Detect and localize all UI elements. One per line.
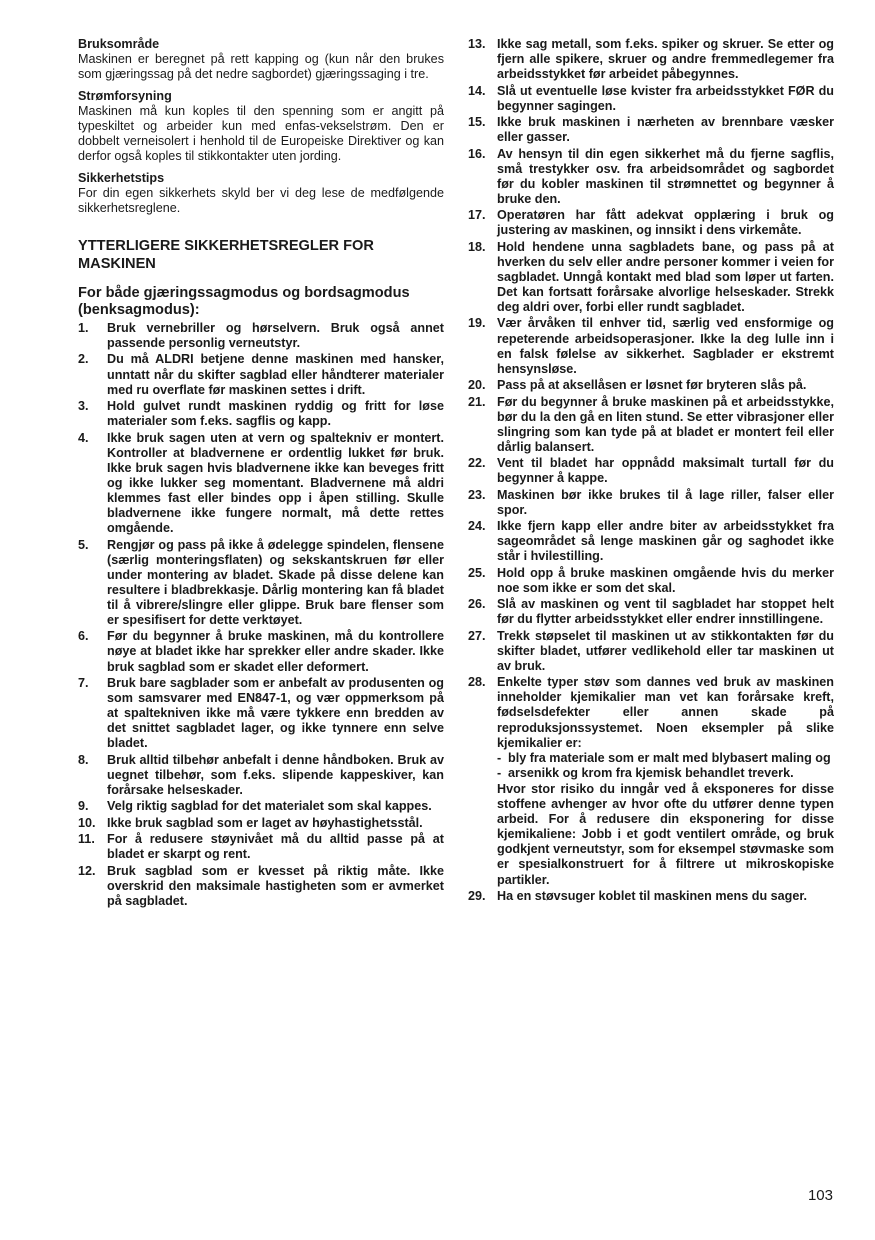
section-stromforsyning	[78, 89, 444, 164]
list-item	[468, 316, 834, 376]
rule-text-block	[497, 115, 834, 145]
rule-number: 10.	[78, 815, 96, 830]
rule-text-block	[497, 378, 834, 393]
list-item	[78, 399, 444, 429]
rule-number: 2.	[78, 352, 89, 367]
rule-text-block	[497, 208, 834, 238]
rule-number: 23.	[468, 487, 486, 502]
left-column	[78, 37, 444, 910]
sub-item	[497, 751, 834, 766]
section-body: Maskinen er beregnet på rett kapping og (kun når den brukes som gjæringssag på det nedre sagbordet) gjæringssaging i tre.	[78, 52, 444, 81]
list-item	[468, 488, 834, 518]
rule-text: Ha en støvsuger koblet til maskinen mens du sager.	[497, 888, 808, 903]
rule-number: 19.	[468, 316, 486, 331]
section-body: Maskinen må kun koples til den spenning som er angitt på typeskiltet og arbeider kun med enfas-vekselstrøm. Den er dobbelt verneisolert i henhold til de Europeiske Direktiver og kan derfor også koples til stikkontakter uten jording.	[78, 104, 444, 163]
list-item	[468, 378, 834, 393]
rule-text: Ikke bruk sagblad som er laget av høyhastighetsstål.	[107, 815, 423, 830]
list-item	[78, 431, 444, 537]
list-item	[468, 147, 834, 207]
rule-text-block	[497, 629, 834, 674]
rule-text-block	[497, 240, 834, 315]
page-number: 103	[807, 1187, 833, 1204]
section-sikkerhetstips	[78, 171, 444, 216]
rules-list-right	[468, 37, 834, 904]
rule-text: Bruk bare sagblader som er anbefalt av produsenten og som samsvarer med EN847-1, og vær oppmerksom på at spaltekniven ikke må være tykkere enn bredden av det snittet sagbladet lager, og ikke tynnere enn selve bladet.	[107, 675, 444, 751]
rule-number: 7.	[78, 675, 89, 690]
sub-text: bly fra materiale som er malt med blybasert maling og	[508, 750, 831, 765]
sub-dash: -	[497, 765, 502, 780]
list-item	[468, 566, 834, 596]
section-title: Strømforsyning	[78, 89, 172, 103]
rule-text: Slå av maskinen og vent til sagbladet har stoppet helt før du flytter arbeidsstykket eller endrer innstillingene.	[497, 597, 834, 627]
rule-number: 29.	[468, 888, 486, 903]
section-body: For din egen sikkerhets skyld ber vi deg lese de medfølgende sikkerhetsreglene.	[78, 186, 444, 215]
list-item	[468, 629, 834, 674]
rule-number: 15.	[468, 115, 486, 130]
list-item	[78, 753, 444, 798]
list-item	[468, 37, 834, 82]
rule-text: Før du begynner å bruke maskinen på et arbeidsstykke, bør du la den gå en liten stund. Se etter vibrasjoner eller slingring som kan tyde på at bladet er montert feil eller dårlig balansert.	[497, 394, 834, 454]
section-bruksomrade	[78, 37, 444, 82]
rule-text-block	[107, 399, 444, 429]
rule-text-block	[497, 519, 834, 564]
rule-text-block	[107, 864, 444, 909]
rule-number: 3.	[78, 399, 89, 414]
rule-text-block	[497, 889, 834, 904]
rule-number: 21.	[468, 394, 486, 409]
list-item	[468, 208, 834, 238]
rule-text: Pass på at aksellåsen er løsnet før bryteren slås på.	[497, 378, 807, 393]
rule-text: Ikke fjern kapp eller andre biter av arbeidsstykket fra sageområdet så lenge maskinen går og saghodet ikke står i hvilestilling.	[497, 519, 834, 564]
rule-number: 11.	[78, 832, 95, 847]
list-item	[468, 115, 834, 145]
rule-text-block	[107, 431, 444, 537]
rule-text: Bruk alltid tilbehør anbefalt i denne håndboken. Bruk av uegnet tilbehør, som f.eks. slipende kappeskiver, kan forårsake helseskader.	[107, 752, 444, 797]
list-item	[78, 816, 444, 831]
rule-text: Bruk sagblad som er kvesset på riktig måte. Ikke overskrid den maksimale hastigheten som er avmerket på sagbladet.	[107, 863, 444, 908]
list-item	[468, 889, 834, 904]
rule-text-block	[107, 676, 444, 751]
list-item	[78, 352, 444, 397]
list-item	[468, 395, 834, 455]
rule-number: 1.	[78, 321, 89, 335]
rule-number: 8.	[78, 752, 89, 767]
rule-number: 28.	[468, 675, 486, 690]
rule-text: Velg riktig sagblad for det materialet som skal kappes.	[107, 799, 432, 814]
rule-text-block	[497, 566, 834, 596]
rule-text: For å redusere støynivået må du alltid passe på at bladet er skarpt og rent.	[107, 832, 444, 862]
sub-item	[497, 766, 834, 781]
rule-text-block	[497, 37, 834, 82]
rule-continuation: Hvor stor risiko du inngår ved å eksponeres for disse stoffene avhenger av hvor ofte du utfører denne typen arbeid. For å redusere din eksponering for disse kjemikaliene: Jobb i et godt ventilert område, og bruk godkjent verneutstyr, som for eksempel støvmaske som er spesialkonstruert for å filtrere ut mikroskopiske partikler.	[497, 781, 834, 887]
rule-text-block	[497, 488, 834, 518]
right-column	[468, 37, 834, 905]
rule-text-block	[107, 352, 444, 397]
list-item	[468, 456, 834, 486]
rule-text: Ikke bruk sagen uten at vern og spaltekniv er montert. Kontroller at bladvernene er ordentlig lukket før bruk. Ikke bruk sagen hvis bladvernene ikke kan beveges fritt og ikke lukker seg momentant. Bladvernene må aldri klemmes fast eller bindes opp i åpen stilling. Skulle bladvernene ikke fungere normalt, må dette rettes omgående.	[107, 430, 444, 536]
rule-number: 20.	[468, 378, 486, 393]
rule-text-block	[497, 316, 834, 376]
rules-list-left	[78, 321, 444, 909]
list-item	[78, 864, 444, 909]
rule-text: Hold hendene unna sagbladets bane, og pass på at hverken du selv eller andre personer kommer i veien for sagbladet. Unngå kontakt med blad som løper ut farten. Det kan fortsatt forårsake alvorlige helseskader. Strekk deg aldri over, forbi eller rundt sagbladet.	[497, 239, 834, 315]
rule-number: 6.	[78, 629, 89, 644]
rule-text-block	[107, 629, 444, 674]
rule-text: Før du begynner å bruke maskinen, må du kontrollere nøye at bladet ikke har sprekker eller andre skader. Ikke bruk sagblad som er skadet eller deformert.	[107, 629, 444, 674]
rule-text: Ikke sag metall, som f.eks. spiker og skruer. Se etter og fjern alle spikere, skruer og andre fremmedlegemer fra arbeidsstykket før arbeidet påbegynnes.	[497, 37, 834, 82]
rule-text: Slå ut eventuelle løse kvister fra arbeidsstykket FØR du begynner sagingen.	[497, 83, 834, 113]
rule-number: 5.	[78, 537, 89, 552]
rule-text-block	[107, 753, 444, 798]
list-item	[78, 832, 444, 862]
rule-text-block	[107, 816, 444, 831]
rule-number: 14.	[468, 83, 486, 98]
rule-number: 13.	[468, 37, 486, 51]
rule-text-block	[107, 538, 444, 629]
rule-number: 25.	[468, 565, 486, 580]
rule-text-block	[497, 147, 834, 207]
rule-text: Rengjør og pass på ikke å ødelegge spindelen, flensene (særlig monteringsflaten) og sekskantskruen før eller under montering av bladet. Skade på disse delene kan resultere i bladbrekkasje. Dårlig montering kan få bladet til å vibrere/slingre eller glippe. Bruk bare flenser som er spesifisert for dette verktøyet.	[107, 537, 444, 627]
list-item	[468, 597, 834, 627]
rule-number: 26.	[468, 597, 486, 612]
rule-text: Operatøren har fått adekvat opplæring i bruk og justering av maskinen, og innsikt i dens virkemåte.	[497, 208, 834, 238]
list-item	[78, 799, 444, 814]
main-heading: YTTERLIGERE SIKKERHETSREGLER FOR MASKINEN	[78, 238, 374, 272]
rule-text: Av hensyn til din egen sikkerhet må du fjerne sagflis, små trestykker osv. fra arbeidsområdet og sagbordet før du kobler maskinen til strømnettet og begynner å bruke den.	[497, 146, 834, 206]
rule-text-block	[497, 84, 834, 114]
rule-number: 22.	[468, 456, 486, 471]
list-item	[468, 240, 834, 315]
list-item	[468, 84, 834, 114]
rule-text: Hold opp å bruke maskinen omgående hvis du merker noe som ikke er som det skal.	[497, 565, 834, 595]
list-item	[468, 675, 834, 887]
rule-number: 27.	[468, 628, 486, 643]
rule-text-block	[497, 597, 834, 627]
section-title: Bruksområde	[78, 37, 160, 51]
rule-number: 24.	[468, 519, 486, 534]
rule-text: Du må ALDRI betjene denne maskinen med hansker, unntatt når du skifter sagblad eller håndterer materialer med ru overflate før maskinen settes i drift.	[107, 352, 444, 397]
list-item	[78, 321, 444, 351]
list-item	[78, 629, 444, 674]
rule-number: 16.	[468, 146, 486, 161]
list-item	[78, 676, 444, 751]
rule-text: Vær årvåken til enhver tid, særlig ved ensformige og repeterende arbeidsoperasjoner. Ikke la deg lulle inn i en falsk følelse av sikkerhet. Sagblader er ekstremt hensynsløse.	[497, 316, 834, 376]
list-item	[78, 538, 444, 629]
rule-text-block	[107, 799, 444, 814]
rule-number: 4.	[78, 430, 89, 445]
rule-text: Maskinen bør ikke brukes til å lage riller, falser eller spor.	[497, 487, 834, 517]
sub-text: arsenikk og krom fra kjemisk behandlet treverk.	[508, 765, 794, 780]
sub-dash: -	[497, 750, 502, 765]
rule-text-block	[497, 456, 834, 486]
rule-number: 9.	[78, 799, 89, 814]
rule-number: 12.	[78, 863, 96, 878]
rule-text: Bruk vernebriller og hørselvern. Bruk også annet passende personlig verneutstyr.	[107, 321, 444, 351]
rule-number: 18.	[468, 239, 486, 254]
rule-text: Vent til bladet har oppnådd maksimalt turtall før du begynner å kappe.	[497, 456, 834, 486]
rule-text: Ikke bruk maskinen i nærheten av brennbare væsker eller gasser.	[497, 115, 834, 145]
rule-text-block	[107, 321, 444, 351]
rule-text: Hold gulvet rundt maskinen ryddig og fritt for løse materialer som f.eks. sagflis og kapp.	[107, 399, 444, 429]
section-title: Sikkerhetstips	[78, 171, 165, 185]
rule-number: 17.	[468, 208, 486, 223]
rule-text: Enkelte typer støv som dannes ved bruk av maskinen inneholder kjemikalier man vet kan forårsake kreft, fødselsdefekter eller annen skade på reproduksjonssystemet. Noen eksempler på slike kjemikalier er:	[497, 675, 834, 750]
sub-heading: For både gjæringssagmodus og bordsagmodus (benksagmodus):	[78, 285, 410, 318]
rule-text: Trekk støpselet til maskinen ut av stikkontakten før du skifter bladet, utfører vedlikehold eller tar maskinen ut av bruk.	[497, 628, 834, 673]
rule-text-block	[497, 675, 834, 887]
list-item	[468, 519, 834, 564]
rule-text-block	[497, 395, 834, 455]
rule-text-block	[107, 832, 444, 862]
